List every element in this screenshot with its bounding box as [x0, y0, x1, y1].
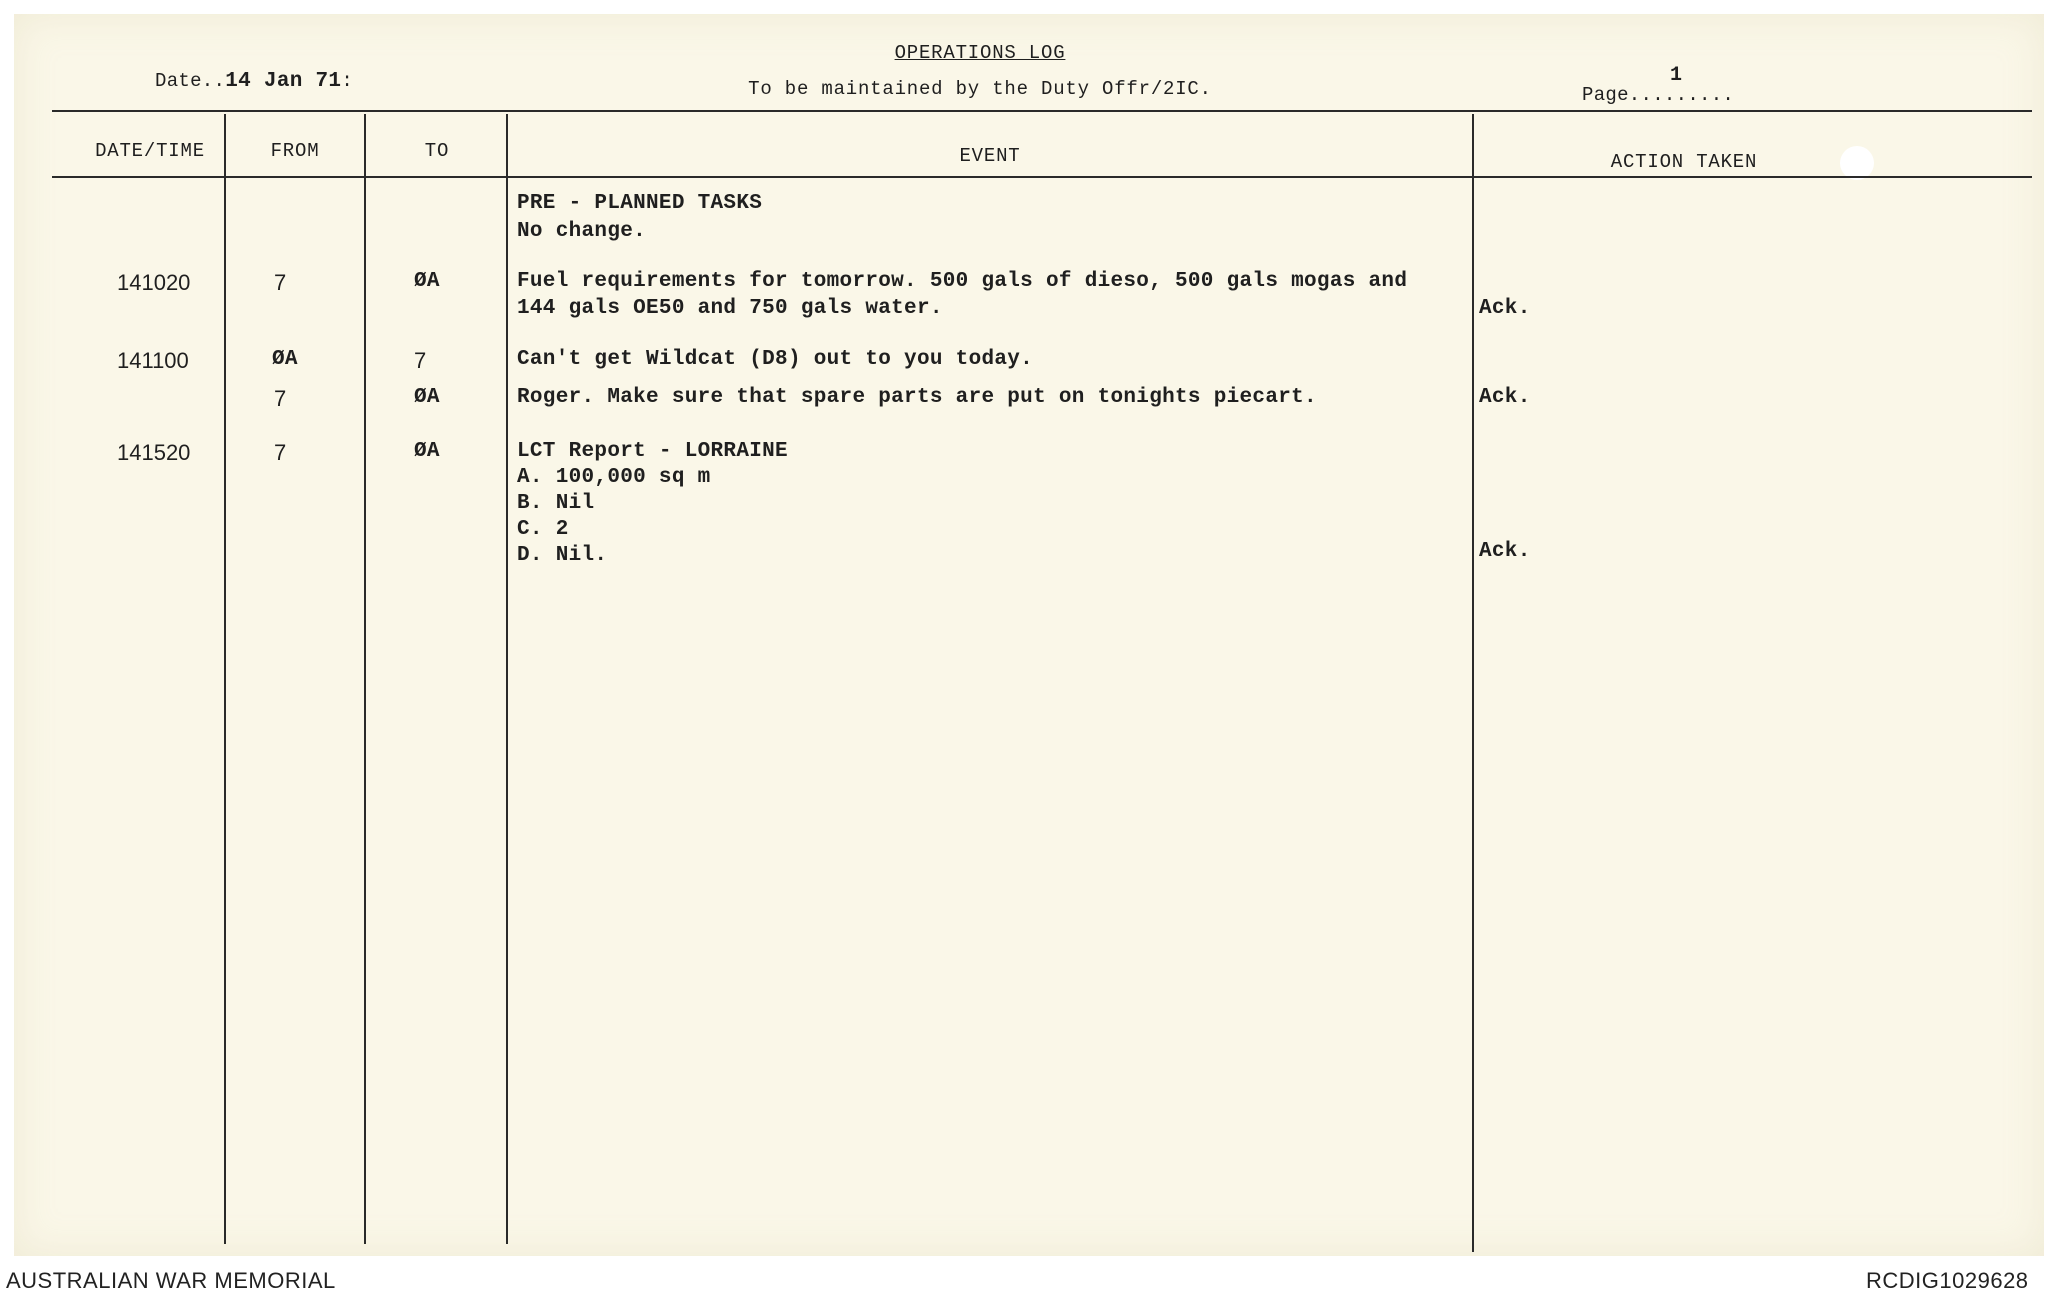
entry-from: 7	[274, 386, 287, 411]
entry-to: ØA	[414, 440, 440, 463]
event-line: LCT Report - LORRAINE	[517, 440, 788, 463]
page-label: Page.........	[1582, 84, 1735, 106]
event-line: Fuel requirements for tomorrow. 500 gals of dieso, 500 gals mogas and	[517, 270, 1408, 293]
column-header-to: TO	[424, 140, 450, 162]
date-colon: :	[341, 70, 354, 92]
column-divider-3	[506, 114, 508, 1244]
entry-from: 7	[274, 440, 287, 465]
entry-time: 141100	[117, 348, 189, 373]
column-header-event: EVENT	[959, 145, 1021, 167]
entry-action: Ack.	[1479, 297, 1531, 320]
page-number: 1	[1670, 64, 1683, 87]
footer-catalog-id: RCDIG1029628	[1866, 1268, 2029, 1293]
footer-source: AUSTRALIAN WAR MEMORIAL	[6, 1268, 336, 1293]
date-value: 14 Jan 71	[225, 70, 342, 93]
log-sheet	[14, 14, 2044, 1256]
event-line: C. 2	[517, 518, 569, 541]
event-line: PRE - PLANNED TASKS	[517, 192, 763, 215]
header-rule	[52, 176, 2032, 178]
event-line: B. Nil	[517, 492, 595, 515]
event-line: 144 gals OE50 and 750 gals water.	[517, 297, 943, 320]
column-header-datetime: DATE/TIME	[95, 140, 205, 162]
entry-time: 141020	[117, 270, 191, 295]
event-line: D. Nil.	[517, 544, 608, 567]
column-divider-4	[1472, 114, 1474, 1252]
entry-from: ØA	[272, 348, 298, 371]
entry-to: ØA	[414, 386, 440, 409]
entry-to: 7	[414, 348, 427, 373]
entry-from: 7	[274, 270, 287, 295]
top-rule	[52, 110, 2032, 112]
entry-to: ØA	[414, 270, 440, 293]
event-line: A. 100,000 sq m	[517, 466, 711, 489]
column-header-from: FROM	[270, 140, 320, 162]
entry-action: Ack.	[1479, 386, 1531, 409]
column-header-action: ACTION TAKEN	[1610, 151, 1758, 173]
log-title: OPERATIONS LOG	[894, 42, 1066, 64]
event-line: Can't get Wildcat (D8) out to you today.	[517, 348, 1034, 371]
column-divider-2	[364, 114, 366, 1244]
entry-time: 141520	[117, 440, 191, 465]
log-subtitle: To be maintained by the Duty Offr/2IC.	[748, 78, 1212, 100]
column-divider-1	[224, 114, 226, 1244]
entry-action: Ack.	[1479, 540, 1531, 563]
event-line: Roger. Make sure that spare parts are put on tonights piecart.	[517, 386, 1317, 409]
event-line: No change.	[517, 220, 647, 243]
date-field	[155, 70, 353, 93]
date-label: Date..	[155, 70, 226, 92]
